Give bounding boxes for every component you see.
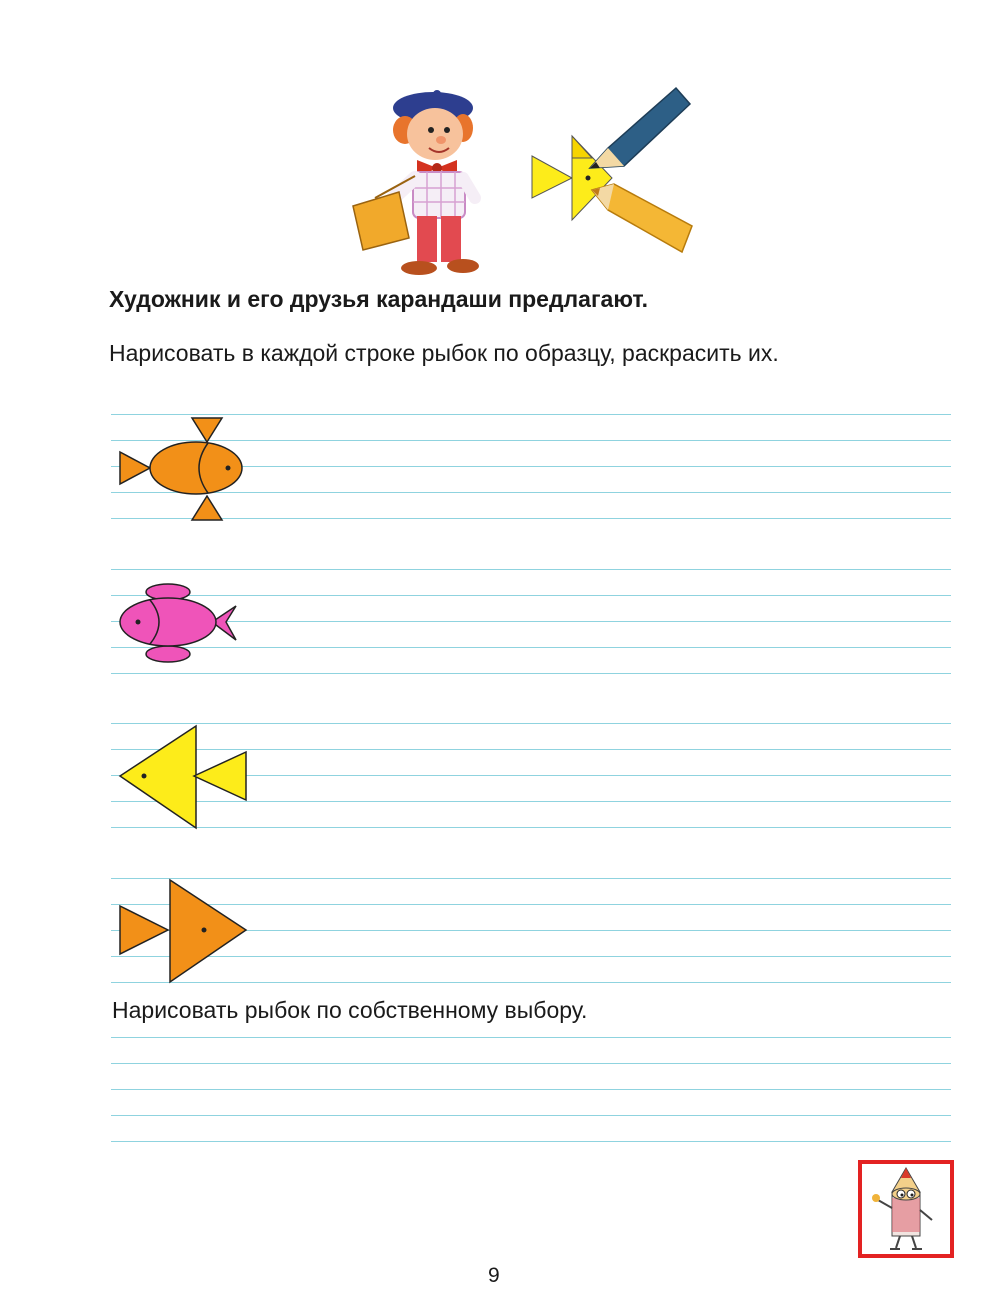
artist-boy-illustration <box>345 88 485 278</box>
instruction-draw-own-fish: Нарисовать рыбок по собственному выбору. <box>112 997 588 1023</box>
guide-line <box>111 1089 951 1090</box>
orange-triangle-fish-sample <box>118 878 248 984</box>
pencils-drawing-fish-illustration <box>530 86 700 261</box>
orange-oval-fish-sample <box>118 416 248 522</box>
pencil-character-icon <box>858 1160 954 1258</box>
guide-line <box>111 673 951 674</box>
guide-line <box>111 1063 951 1064</box>
page-number: 9 <box>488 1264 500 1287</box>
guide-line <box>111 1037 951 1038</box>
guide-line <box>111 569 951 570</box>
instruction-copy-fish: Нарисовать в каждой строке рыбок по образцу, раскрасить их. <box>109 340 779 366</box>
yellow-triangle-fish-sample <box>118 724 248 830</box>
guide-line <box>111 1115 951 1116</box>
page-heading: Художник и его друзья карандаши предлагают. <box>109 286 649 312</box>
pink-oval-fish-sample <box>116 582 242 666</box>
guide-line <box>111 414 951 415</box>
guide-line <box>111 1141 951 1142</box>
